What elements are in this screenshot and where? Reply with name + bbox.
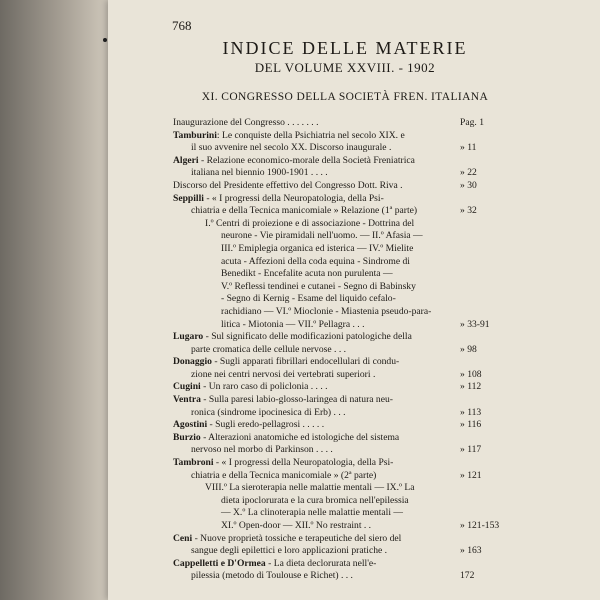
- toc-author: Lugaro: [173, 331, 204, 343]
- toc-text: - Sulla paresi labio-glosso-laringea di natura neu-: [200, 394, 393, 406]
- toc-page-ref: » 116: [460, 419, 482, 431]
- toc-entry: [173, 545, 482, 558]
- page-number: 768: [172, 18, 192, 33]
- toc-text: italiana nel biennio 1900-1901 . . . .: [191, 167, 328, 179]
- table-of-contents: [173, 117, 500, 583]
- toc-text: - Segno di Kernig - Esame del liquido cefalo-: [221, 293, 396, 305]
- toc-entry: [173, 394, 460, 407]
- toc-text: chiatria e della Tecnica manicomiale » Relazione (1ª parte): [191, 205, 418, 217]
- toc-author: Tambroni: [173, 457, 214, 469]
- toc-text: il suo avvenire nel secolo XX. Discorso inaugurale .: [191, 142, 392, 154]
- toc-author: Ventra: [173, 394, 201, 406]
- toc-entry: [173, 205, 477, 218]
- toc-text: - « I progressi della Neuropatologia, della Psi-: [203, 192, 384, 204]
- toc-text: ronica (sindrome ipocinesica di Erb) . . .: [191, 406, 346, 418]
- toc-entry: [173, 306, 460, 319]
- toc-text: litica - Miotonia — VII.º Pellagra . . .: [221, 318, 365, 330]
- toc-text: - La dieta declorurata nell'e-: [265, 557, 377, 569]
- toc-entry: [173, 520, 500, 533]
- toc-author: Burzio: [173, 431, 201, 443]
- toc-page-ref: Pag. 1: [460, 117, 484, 128]
- toc-page-ref: » 22: [460, 167, 477, 179]
- toc-entry: [173, 457, 460, 470]
- toc-author: Algeri: [173, 154, 199, 166]
- toc-entry: [173, 570, 475, 583]
- toc-entry: [173, 167, 477, 180]
- toc-entry: [173, 343, 477, 357]
- toc-entry: [173, 117, 484, 130]
- toc-text: rachidiano — VI.º Mioclonie - Miastenia pseudo-para-: [221, 305, 432, 317]
- toc-entry: [173, 256, 460, 269]
- toc-page-ref: » 32: [460, 205, 477, 217]
- toc-text: - « I progressi della Neuropatologia, della Psi-: [213, 457, 394, 469]
- toc-text: - Sugli apparati fibrillari endocellulari di condu-: [211, 356, 400, 368]
- toc-author: Cappelletti e D'Ormea: [173, 557, 266, 569]
- toc-text: - Un raro caso di policlonia . . . .: [200, 381, 328, 393]
- toc-entry: [173, 318, 490, 332]
- toc-text: acuta - Affezioni della coda equina - Sindrome di: [221, 255, 410, 267]
- toc-entry: [173, 533, 460, 546]
- toc-page-ref: » 121: [460, 469, 482, 481]
- toc-page-ref: » 113: [460, 406, 482, 418]
- toc-page-ref: » 163: [460, 545, 482, 557]
- toc-text: zione nei centri nervosi dei vertebrati superiori .: [191, 368, 376, 380]
- toc-entry: [173, 507, 460, 520]
- toc-entry: [173, 218, 460, 231]
- toc-page-ref: » 30: [460, 179, 477, 191]
- toc-text: - Sul significato delle modificazioni patologiche della: [203, 331, 412, 343]
- toc-page-ref: » 11: [460, 142, 477, 154]
- section-heading: XI. CONGRESSO DELLA SOCIETÀ FREN. ITALIANA: [201, 91, 489, 103]
- toc-entry: [173, 230, 460, 243]
- toc-entry: [173, 331, 460, 344]
- toc-text: - Alterazioni anatomiche ed istologiche del sistema: [200, 431, 400, 443]
- toc-entry: [173, 356, 460, 369]
- toc-page-ref: » 117: [460, 444, 482, 456]
- toc-entry: [173, 495, 460, 508]
- toc-page-ref: » 108: [460, 368, 482, 380]
- toc-text: dieta ipoclorurata e la cura bromica nell'epilessia: [221, 494, 409, 506]
- toc-page-ref: » 33-91: [460, 318, 490, 330]
- page-subtitle: DEL VOLUME XXVIII. - 1902: [254, 60, 436, 75]
- toc-author: Cugini: [173, 381, 201, 393]
- toc-entry: [173, 381, 482, 394]
- toc-author: Ceni: [173, 532, 193, 544]
- toc-page-ref: » 121-153: [460, 520, 500, 531]
- toc-text: sangue degli epilettici e loro applicazioni pratiche .: [191, 545, 388, 557]
- toc-entry: [173, 243, 460, 256]
- toc-entry: [173, 268, 460, 281]
- toc-entry: [173, 419, 482, 432]
- toc-text: Benedikt - Encefalite acuta non purulenta —: [221, 268, 393, 280]
- toc-entry: [173, 444, 482, 457]
- toc-text: parte cromatica delle cellule nervose . . .: [191, 343, 347, 355]
- toc-entry: [173, 482, 460, 495]
- toc-text: — X.º La clinoterapia nelle malattie mentali —: [221, 507, 403, 519]
- toc-page-ref: 172: [460, 570, 475, 582]
- toc-author: Agostini: [173, 419, 208, 431]
- toc-author: Donaggio: [173, 356, 212, 368]
- toc-text: V.º Reflessi tendinei e cutanei - Segno di Babinsky: [221, 280, 416, 292]
- toc-entry: [173, 293, 460, 306]
- toc-text: I.º Centri di proiezione e di associazione - Dottrina del: [205, 217, 415, 229]
- toc-entry: [173, 368, 482, 382]
- toc-text: : Le conquiste della Psichiatria nel secolo XIX. e: [216, 129, 405, 141]
- toc-entry: [173, 469, 482, 483]
- toc-text: III.º Emiplegia organica ed isterica — IV.º Mielite: [221, 242, 414, 254]
- toc-text: chiatria e della Tecnica manicomiale » (2ª parte): [191, 469, 377, 481]
- toc-page-ref: » 112: [460, 381, 482, 393]
- toc-entry: [173, 406, 482, 420]
- toc-text: nervoso nel morbo di Parkinson . . . .: [191, 444, 333, 456]
- toc-text: - Relazione economico-morale della Società Freniatrica: [198, 154, 415, 166]
- toc-text: Discorso del Presidente effettivo del Congresso Dott. Riva .: [173, 179, 403, 191]
- toc-text: - Nuove proprietà tossiche e terapeutiche del siero del: [192, 532, 402, 544]
- toc-entry: [173, 193, 460, 206]
- toc-text: XI.º Open-door — XII.º No restraint . .: [221, 520, 372, 531]
- toc-entry: [173, 432, 460, 445]
- toc-text: neurone - Vie piramidali nell'uomo. — II.º Afasia —: [221, 230, 423, 242]
- book-gutter: [0, 0, 108, 600]
- page-title: INDICE DELLE MATERIE: [222, 38, 468, 58]
- toc-text: VIII.º La sieroterapia nelle malattie mentali — IX.º La: [205, 482, 415, 494]
- toc-author: Seppilli: [173, 192, 204, 204]
- toc-entry: [173, 130, 460, 143]
- toc-entry: [173, 142, 477, 155]
- toc-page-ref: » 98: [460, 343, 477, 355]
- toc-entry: [173, 558, 460, 571]
- toc-entry: [173, 179, 477, 193]
- toc-text: Inaugurazione del Congresso . . . . . . .: [173, 117, 319, 128]
- toc-entry: [173, 281, 460, 294]
- toc-author: Tamburini: [173, 129, 217, 141]
- toc-text: pilessia (metodo di Toulouse e Richet) . . .: [191, 570, 353, 582]
- toc-entry: [173, 155, 460, 168]
- toc-text: - Sugli eredo-pellagrosi . . . . .: [207, 419, 325, 431]
